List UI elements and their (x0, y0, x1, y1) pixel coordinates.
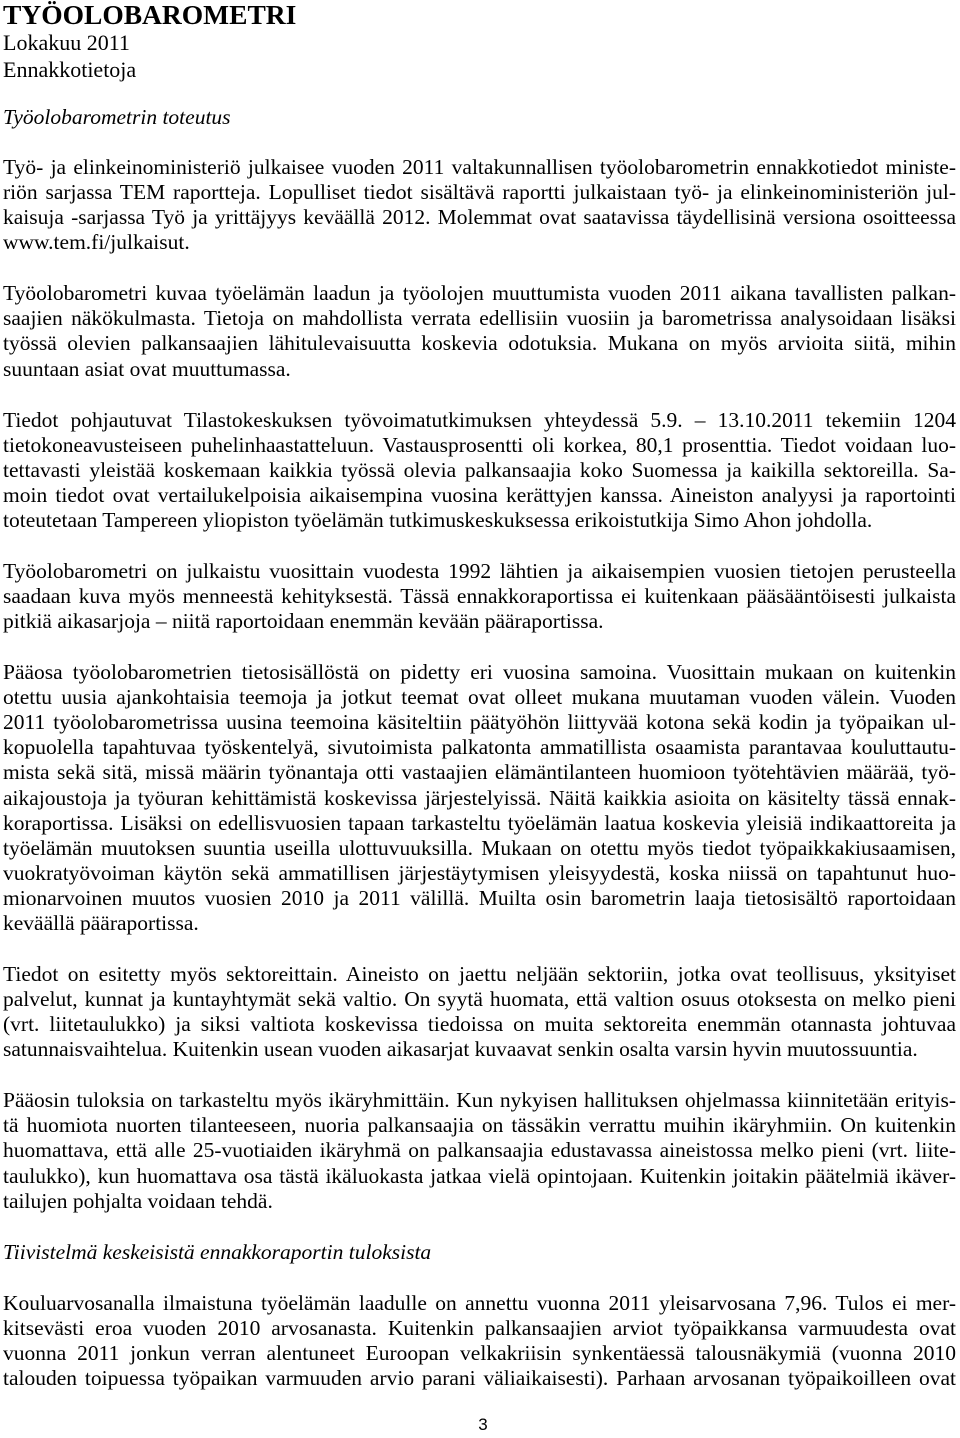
paragraph-data-source (0, 408, 960, 533)
text-line: Työ- ja elinkeinoministeriö julkaisee vuoden 2011 valtakunnallisen työolobarometrin ennakkotiedot ministe- (3, 154, 956, 179)
text-line: saadaan kuva myös menneestä kehityksestä. Tässä ennakkoraportissa ei kuitenkaan pääsääntöisesti julkaista (3, 583, 956, 608)
text-line: kitsevästi eroa vuoden 2010 arvosanasta. Kuitenkin palkansaajien arviot työpaikkansa varmuudesta ovat (3, 1315, 956, 1340)
report-date: Lokakuu 2011 (3, 30, 130, 55)
text-line: koraportissa. Lisäksi on edellisvuosien tapaan tarkasteltu työelämän laatua koskevia yleisiä indikaattoreita ja (3, 810, 956, 835)
text-line: riön sarjassa TEM raportteja. Lopulliset tiedot sisältävä raportti julkaistaan työ- ja elinkeinoministeriön jul- (3, 180, 956, 205)
text-line: kopuolella tapahtuvaa työskentelyä, sivutoimista palkatonta ammatillista osaamista parantavaa kouluttautu- (3, 735, 956, 760)
text-line: Pääosin tuloksia on tarkasteltu myös ikäryhmittäin. Kun nykyisen hallituksen ohjelmassa kiinnitetään erityis- (3, 1088, 956, 1113)
text-line: pitkiä aikasarjoja – niitä raportoidaan enemmän kevään pääraportissa. (3, 609, 604, 634)
text-line: Työolobarometri kuvaa työelämän laadun ja työolojen muuttumista vuoden 2011 aikana tavallisten palkan- (3, 281, 956, 306)
text-line: vuonna 2011 jonkun verran alentuneet Euroopan velkakriisin synkentäessä talousnäkymiä (vuonna 2010 (3, 1340, 956, 1365)
text-line: palvelut, kunnat ja kuntayhtymät sekä valtio. On syytä huomata, että valtion osuus otoksesta on melko pieni (3, 987, 956, 1012)
text-line: moin tiedot ovat vertailukelpoisia aikaisempina vuosina kerättyjen kanssa. Aineiston analyysi ja raportointi (3, 482, 956, 507)
section-heading-tiivistelma: Tiivistelmä keskeisistä ennakkoraportin tuloksista (3, 1239, 432, 1264)
text-line: kaisuja -sarjassa Työ ja yrittäjyys keväällä 2012. Molemmat ovat saatavissa täydellisinä versiona osoitteessa (3, 205, 956, 230)
document-subtitle: Ennakkotietoja (3, 57, 137, 82)
text-line: satunnaisvaihtelua. Kuitenkin usean vuoden aikasarjat kuvaavat senkin osalta varsin hyvin muutossuuntia. (3, 1037, 918, 1062)
text-line: tä huomiota nuorten tilanteeseen, nuoria palkansaajia on tässäkin verrattu muihin ikäryhmiin. On kuitenkin (3, 1113, 956, 1138)
text-line: keväällä pääraportissa. (3, 910, 199, 935)
text-line: Pääosa työolobarometrien tietosisällöstä on pidetty eri vuosina samoina. Vuosittain mukaan on kuitenkin (3, 660, 956, 685)
text-line: vuokratyövoiman käytön sekä ammatillisen järjestäytymisen yleisyydestä, koska niissä on tapahtunut huo- (3, 860, 956, 885)
paragraph-publication (0, 155, 960, 255)
text-line: tailujen pohjalta voidaan tehdä. (3, 1188, 273, 1213)
text-line: 2011 työolobarometrissa uusina teemoina käsiteltiin päätyöhön liittyvää kotona sekä kodin ja työpaikan ul- (3, 710, 956, 735)
text-line: Työolobarometri on julkaistu vuosittain vuodesta 1992 lähtien ja aikaisempien vuosien tietojen perusteella (3, 558, 956, 583)
text-line: huomattava, että alle 25-vuotiaiden ikäryhmä on palkansaajia edustavassa aineistossa melko pieni (vrt. liite- (3, 1138, 956, 1163)
section-heading-toteutus: Työolobarometrin toteutus (3, 105, 231, 129)
text-line: Kouluarvosanalla ilmaistuna työelämän laadulle on annettu vuonna 2011 yleisarvosana 7,96. Tulos ei mer- (3, 1290, 956, 1315)
text-line: aikajoustoja ja työuran kehittämistä koskevissa järjestelyissä. Näitä kaikkia asioita on käsitelty tässä ennak- (3, 785, 956, 810)
paragraph-sectors (0, 962, 960, 1062)
text-line: talouden toipuessa työpaikan varmuuden arvio parani väliaikaisesti). Parhaan arvosanan työpaikoilleen ovat (3, 1365, 956, 1390)
text-line: www.tem.fi/julkaisut. (3, 230, 190, 255)
text-line: mionarvoinen muutos vuosien 2010 ja 2011 välillä. Muilta osin barometrin laaja tietosisältö raportoidaan (3, 885, 956, 910)
document-title: TYÖOLOBAROMETRI (3, 0, 297, 30)
paragraph-description (0, 281, 960, 381)
text-line: mista sekä sitä, missä määrin työnantaja otti vastaajien elämäntilanteen huomioon työtehtävien määrää, työ- (3, 760, 956, 785)
text-line: tietokoneavusteiseen puhelinhaastatteluun. Vastausprosentti oli korkea, 80,1 prosenttia. Tiedot voidaan luo- (3, 432, 956, 457)
page-number: 3 (478, 1415, 488, 1434)
text-line: Tiedot on esitetty myös sektoreittain. Aineisto on jaettu neljään sektoriin, jotka ovat teollisuus, yksityiset (3, 961, 956, 986)
text-line: toteutetaan Tampereen yliopiston työelämän tutkimuskeskuksessa erikoistutkija Simo Ahon johdolla. (3, 507, 873, 532)
text-line: saajien näkökulmasta. Tietoja on mahdollista verrata edellisiin vuosiin ja barometrissa analysoidaan lisäksi (3, 306, 956, 331)
text-line: (vrt. liitetaulukko) ja siksi valtiota koskevissa tiedoissa on muita sektoreita enemmän otannasta johtuvaa (3, 1012, 956, 1037)
paragraph-summary (0, 1291, 960, 1391)
paragraph-themes (0, 660, 960, 936)
text-line: tettavasti yleistää koskemaan kaikkia työssä olevia palkansaajia koko Suomessa ja kaikilla sektoreilla. Sa- (3, 457, 956, 482)
text-line: suuntaan asiat ovat muuttumassa. (3, 356, 291, 381)
text-line: työelämän muutoksen suuntia useilla ulottuvuuksilla. Mukaan on otettu myös tiedot työpaikkakiusaamisen, (3, 835, 956, 860)
text-line: Tiedot pohjautuvat Tilastokeskuksen työvoimatutkimuksen yhteydessä 5.9. – 13.10.2011 tekemiin 1204 (3, 407, 956, 432)
text-line: työssä olevien palkansaajien lähitulevaisuutta koskevia odotuksia. Mukana on myös arvioita siitä, mihin (3, 331, 956, 356)
paragraph-age-groups (0, 1088, 960, 1213)
text-line: otettu uusia ajankohtaisia teemoja ja jotkut teemat ovat olleet mukana muutaman vuoden välein. Vuoden (3, 685, 956, 710)
paragraph-history (0, 559, 960, 634)
text-line: taulukko), kun huomattava osa tästä ikäluokasta jatkaa vielä opintojaan. Kuitenkin joitakin päätelmiä ikäver- (3, 1163, 956, 1188)
